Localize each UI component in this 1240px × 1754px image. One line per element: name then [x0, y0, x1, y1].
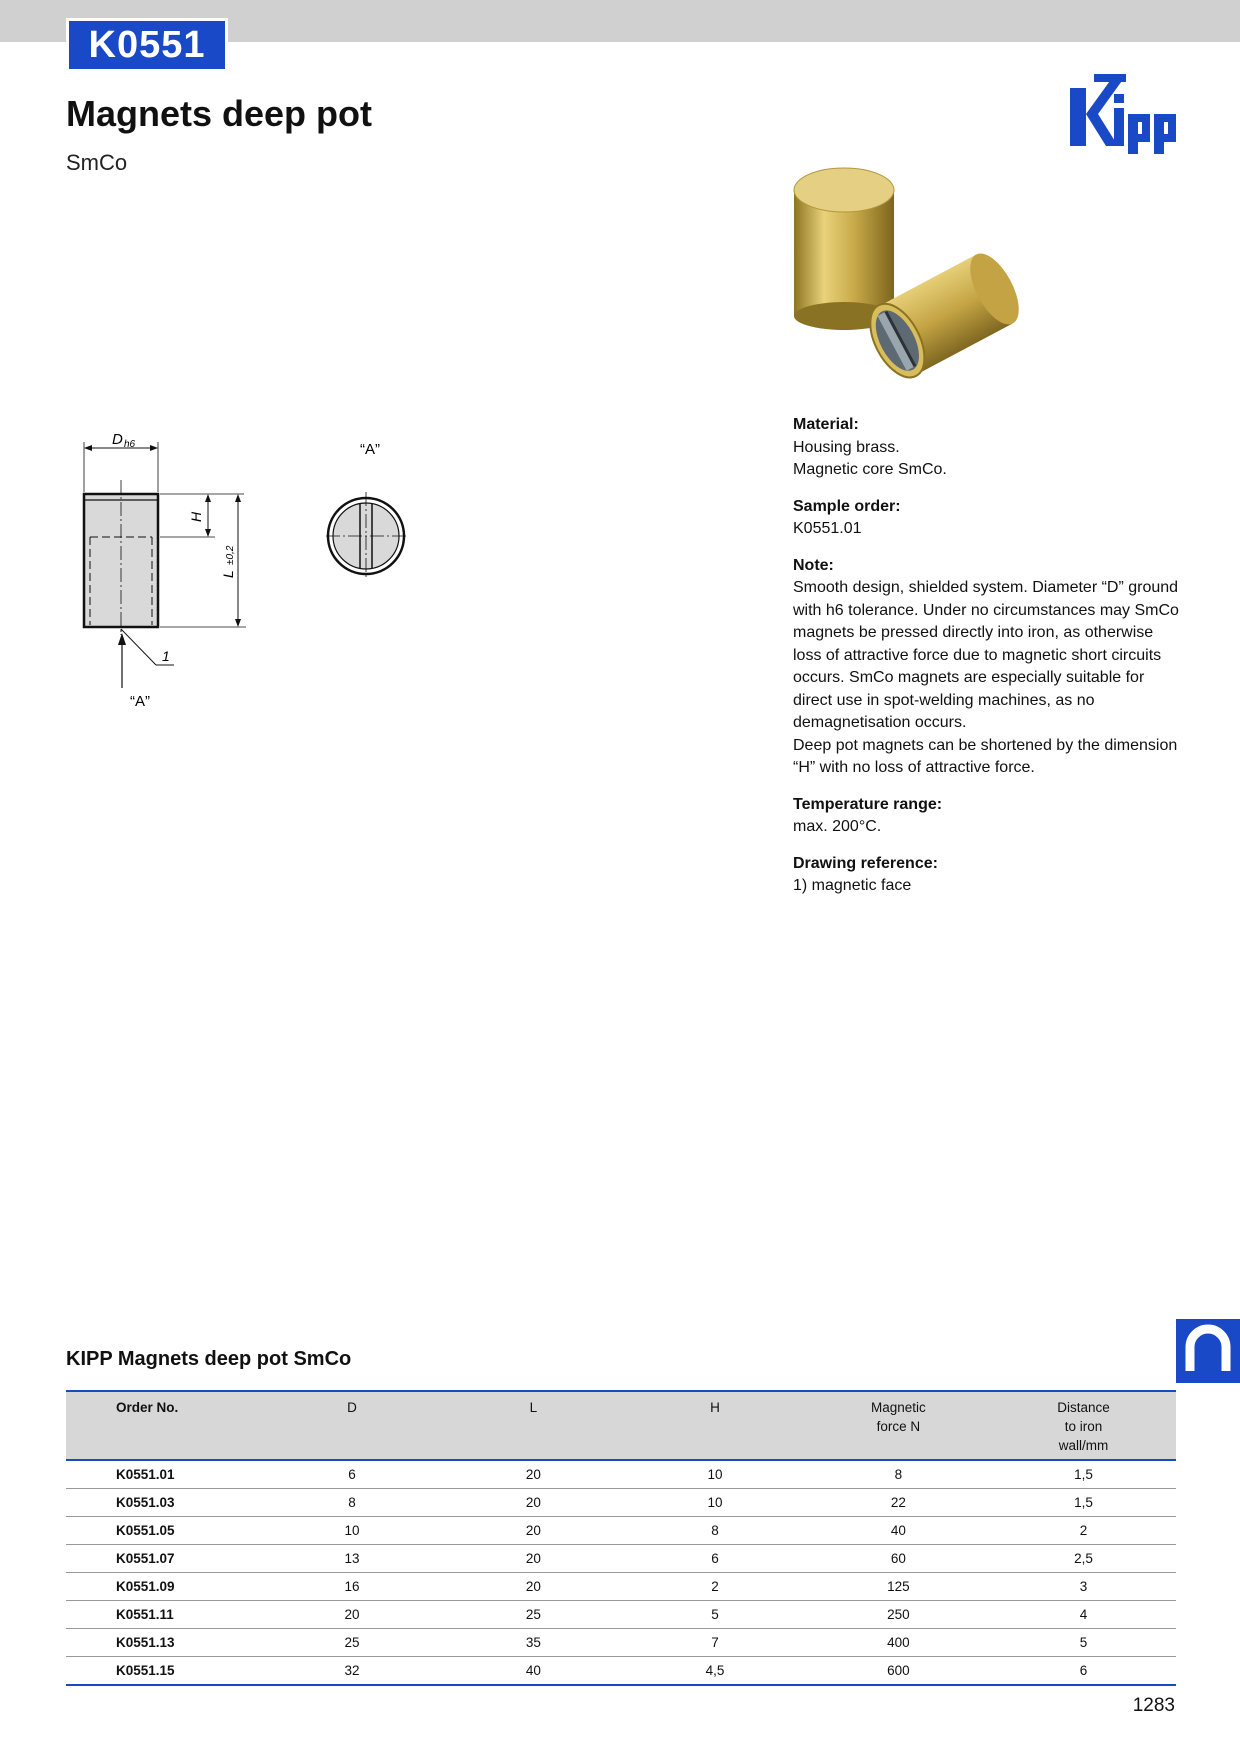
table-row — [66, 1573, 1176, 1601]
drawing-reference-heading: Drawing reference: — [793, 854, 938, 872]
cell-l: 20 — [443, 1517, 624, 1545]
cell-h: 2 — [624, 1573, 806, 1601]
cell-l: 20 — [443, 1489, 624, 1517]
technical-drawing — [70, 420, 450, 720]
table-header-row — [66, 1391, 1176, 1460]
temperature-section — [793, 794, 1183, 839]
header-d: D — [347, 1400, 357, 1415]
cell-h: 6 — [624, 1545, 806, 1573]
table-row — [66, 1489, 1176, 1517]
cell-d: 32 — [261, 1657, 442, 1686]
cell-distance: 5 — [991, 1629, 1176, 1657]
reference-1-label: 1 — [162, 648, 170, 664]
cell-d: 10 — [261, 1517, 442, 1545]
table-row — [66, 1601, 1176, 1629]
cell-force: 125 — [806, 1573, 991, 1601]
cell-d: 16 — [261, 1573, 442, 1601]
cell-l: 20 — [443, 1573, 624, 1601]
dim-d-tolerance: h6 — [124, 439, 136, 450]
header-l: L — [529, 1400, 538, 1415]
note-text: Smooth design, shielded system. Diameter “D” ground with h6 tolerance. Under no circumstances may SmCo magnets be pressed directly into iron, as otherwise loss of attractive force due to magnetic short circuits occurs. SmCo magnets are especially suitable for direct use in spot-welding machines, as no demagnetisation occurs. Deep pot magnets can be shortened by the dimension “H” with no loss of attractive force. — [793, 579, 1179, 776]
cell-h: 10 — [624, 1489, 806, 1517]
cell-force: 250 — [806, 1601, 991, 1629]
cell-force: 8 — [806, 1460, 991, 1489]
cell-distance: 3 — [991, 1573, 1176, 1601]
category-tab[interactable] — [1176, 1319, 1240, 1383]
cell-distance: 4 — [991, 1601, 1176, 1629]
cell-distance: 6 — [991, 1657, 1176, 1686]
cell-h: 7 — [624, 1629, 806, 1657]
cell-h: 5 — [624, 1601, 806, 1629]
cell-distance: 2 — [991, 1517, 1176, 1545]
info-panel — [793, 414, 1183, 912]
cell-l: 40 — [443, 1657, 624, 1686]
cell-d: 13 — [261, 1545, 442, 1573]
sample-order-heading: Sample order: — [793, 497, 901, 515]
cell-force: 600 — [806, 1657, 991, 1686]
table-row — [66, 1657, 1176, 1686]
product-table — [66, 1390, 1176, 1686]
table-row — [66, 1545, 1176, 1573]
cell-order-no: K0551.05 — [66, 1517, 261, 1545]
drawing-reference-text: 1) magnetic face — [793, 877, 912, 894]
cell-force: 22 — [806, 1489, 991, 1517]
cell-order-no: K0551.13 — [66, 1629, 261, 1657]
cell-l: 35 — [443, 1629, 624, 1657]
view-a-arrow-label: “A” — [130, 693, 150, 710]
view-a-title: “A” — [360, 441, 380, 458]
cell-order-no: K0551.15 — [66, 1657, 261, 1686]
magnet-icon — [1176, 1319, 1240, 1383]
note-heading: Note: — [793, 556, 834, 574]
cell-order-no: K0551.03 — [66, 1489, 261, 1517]
material-heading: Material: — [793, 416, 859, 433]
cell-distance: 2,5 — [991, 1545, 1176, 1573]
note-section — [793, 555, 1183, 780]
material-text: Housing brass. Magnetic core SmCo. — [793, 438, 947, 478]
cell-order-no: K0551.01 — [66, 1460, 261, 1489]
cell-force: 40 — [806, 1517, 991, 1545]
header-order-no: Order No. — [116, 1400, 179, 1415]
page-title: Magnets deep pot — [66, 93, 373, 134]
table-row — [66, 1629, 1176, 1657]
sample-order-text: K0551.01 — [793, 520, 862, 537]
cell-order-no: K0551.11 — [66, 1601, 261, 1629]
table-title: KIPP Magnets deep pot SmCo — [66, 1348, 352, 1370]
cell-l: 20 — [443, 1460, 624, 1489]
cell-l: 20 — [443, 1545, 624, 1573]
dim-l-tolerance: ±0,2 — [225, 545, 236, 565]
header-magnetic-force: Magnetic force N — [871, 1400, 926, 1434]
cell-l: 25 — [443, 1601, 624, 1629]
cell-h: 8 — [624, 1517, 806, 1545]
drawing-reference-section — [793, 853, 1183, 898]
table-row — [66, 1460, 1176, 1489]
cell-force: 60 — [806, 1545, 991, 1573]
cell-d: 20 — [261, 1601, 442, 1629]
product-photo — [780, 160, 1030, 400]
sample-order-section — [793, 496, 1183, 541]
product-code-tab: K0551 — [66, 18, 228, 72]
cell-order-no: K0551.07 — [66, 1545, 261, 1573]
cell-h: 10 — [624, 1460, 806, 1489]
cell-d: 6 — [261, 1460, 442, 1489]
cell-distance: 1,5 — [991, 1489, 1176, 1517]
cell-d: 25 — [261, 1629, 442, 1657]
temperature-heading: Temperature range: — [793, 795, 943, 813]
header-distance: Distance to iron wall/mm — [1057, 1400, 1110, 1453]
cell-d: 8 — [261, 1489, 442, 1517]
cell-h: 4,5 — [624, 1657, 806, 1686]
temperature-text: max. 200°C. — [793, 818, 882, 835]
cell-distance: 1,5 — [991, 1460, 1176, 1489]
kipp-logo — [1066, 74, 1180, 158]
table-row — [66, 1517, 1176, 1545]
dim-d-label: D — [112, 431, 123, 448]
page-subtitle: SmCo — [66, 150, 128, 175]
cell-order-no: K0551.09 — [66, 1573, 261, 1601]
dim-h-label: H — [188, 511, 204, 522]
header-h: H — [710, 1400, 720, 1415]
cell-force: 400 — [806, 1629, 991, 1657]
page-number: 1283 — [1132, 1695, 1175, 1716]
dim-l-label: L — [220, 570, 236, 578]
material-section — [793, 414, 1183, 482]
